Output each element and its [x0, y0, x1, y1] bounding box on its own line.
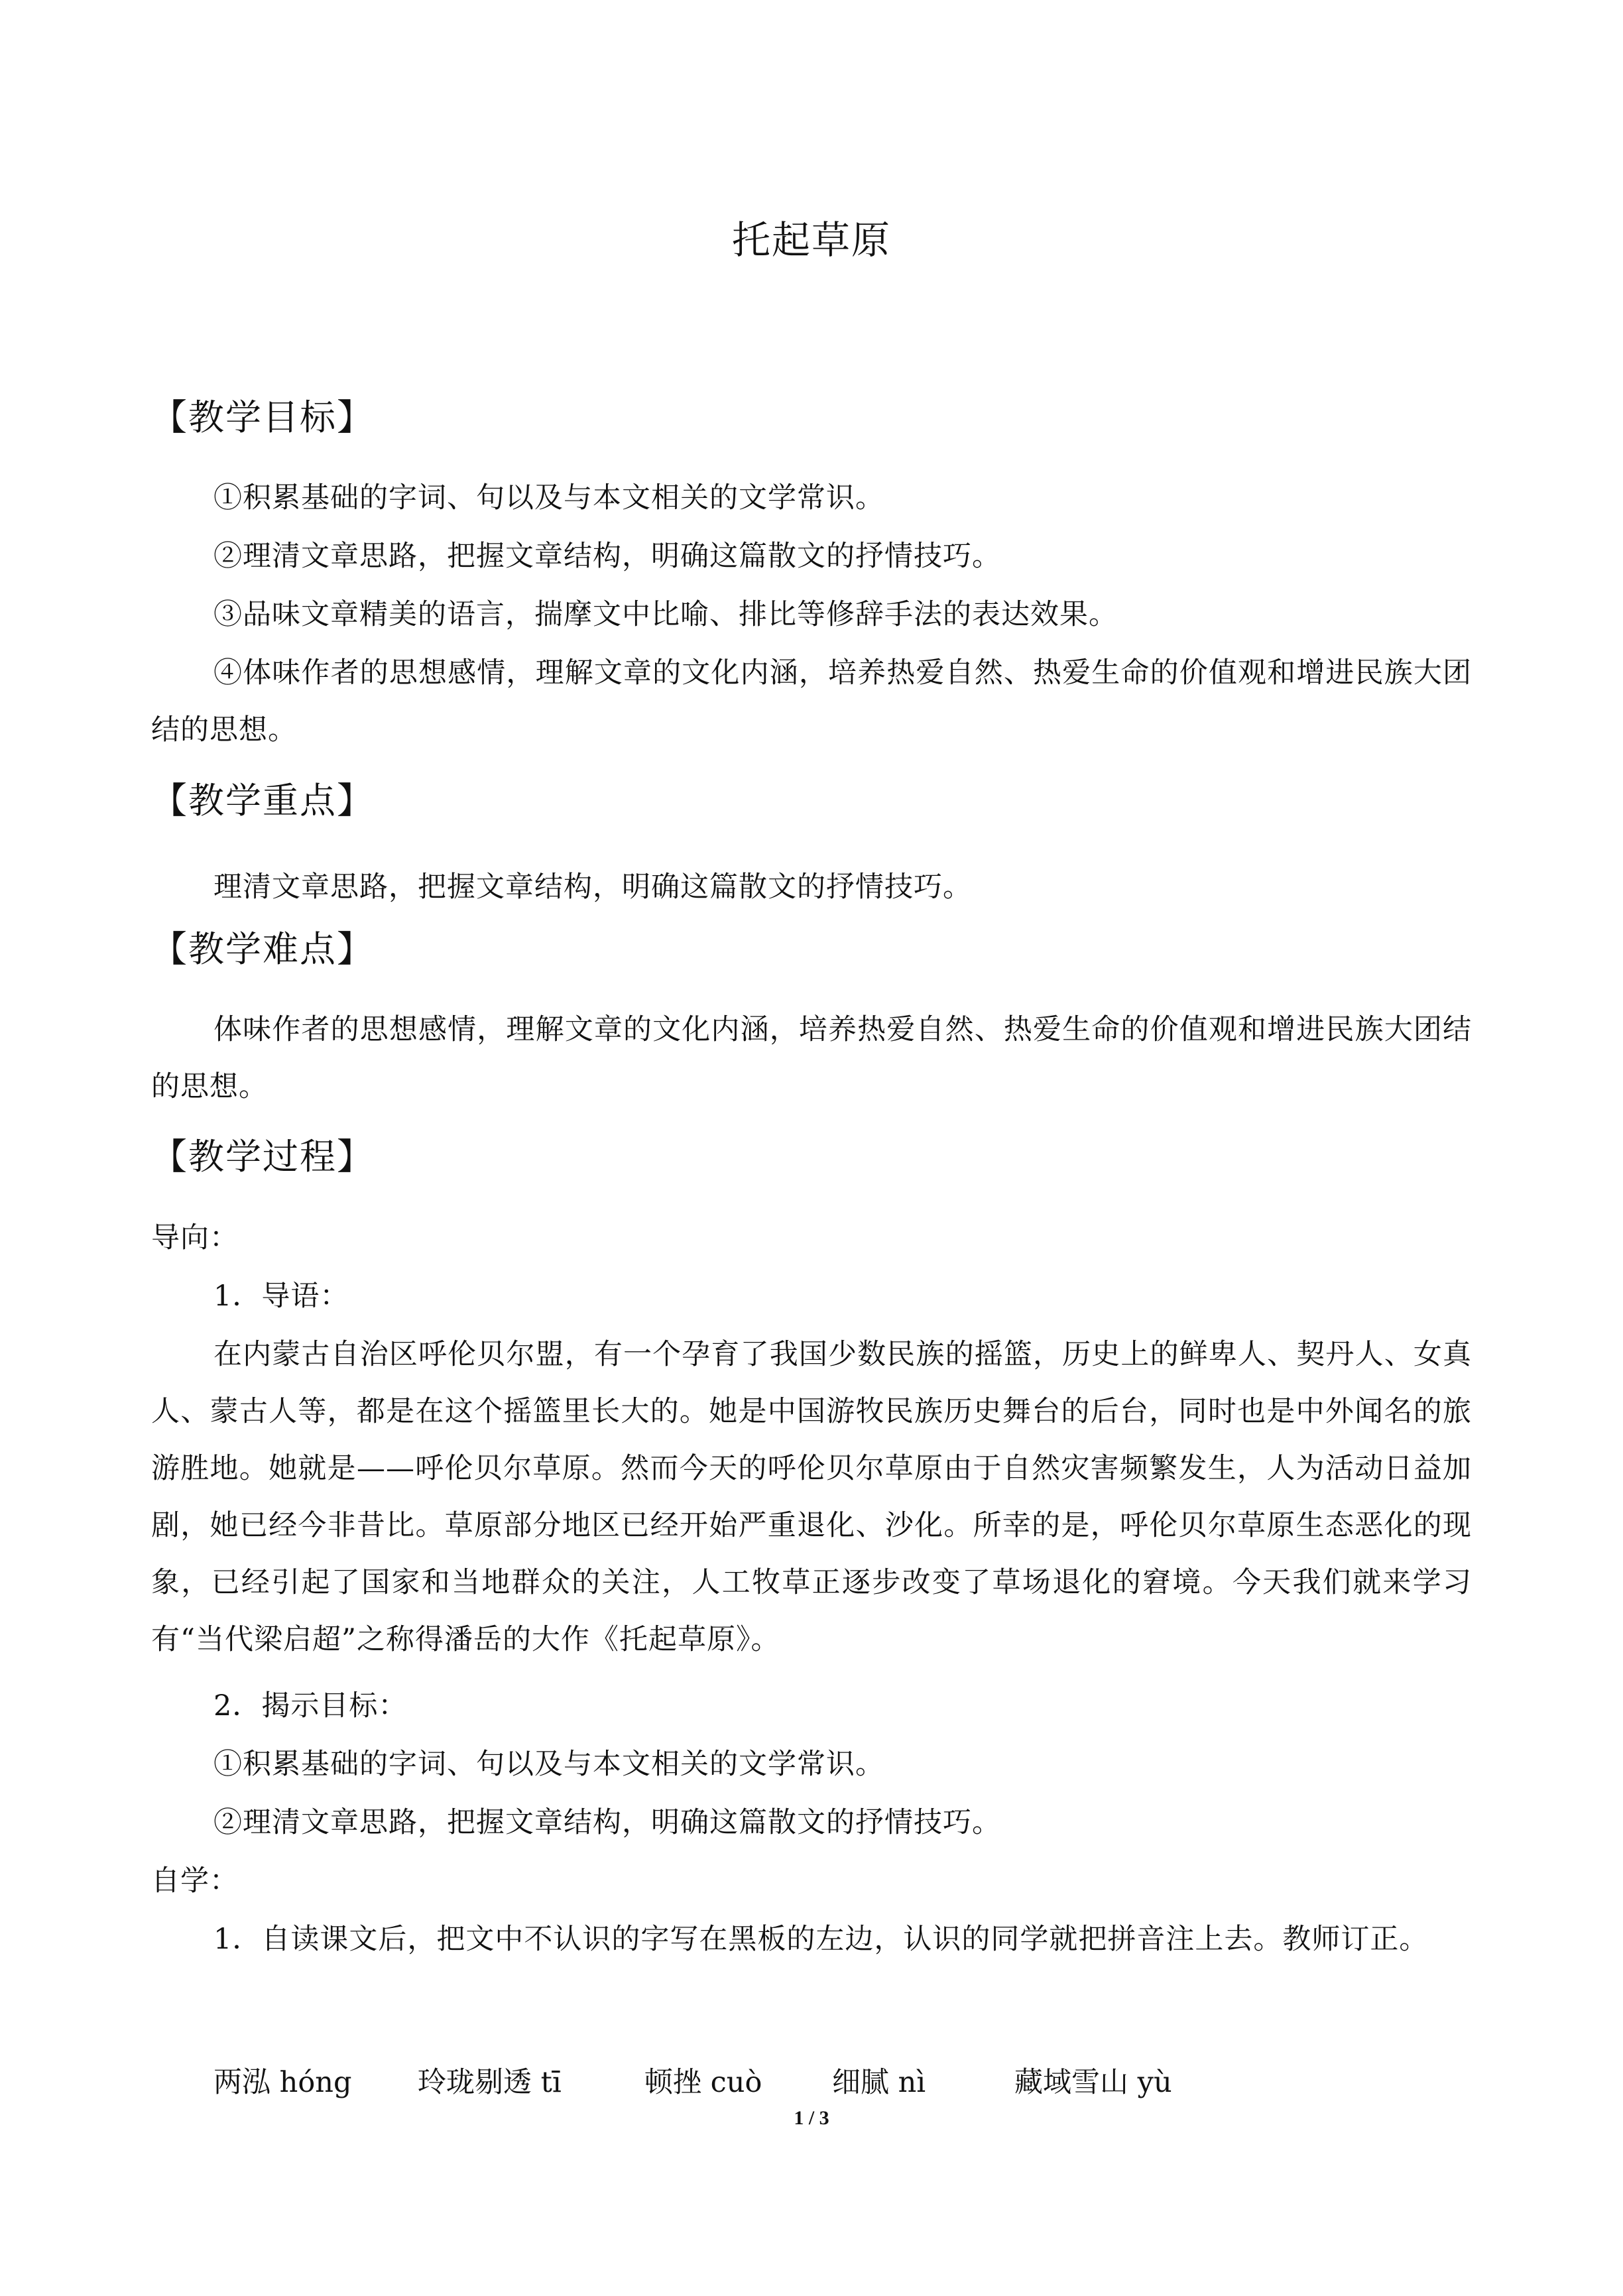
self-study-step1: 1．自读课文后，把文中不认识的字写在黑板的左边，认识的同学就把拼音注上去。教师订正。 [213, 1923, 1429, 1956]
heading-key-points: 【教学重点】 [151, 780, 374, 821]
heading-process: 【教学过程】 [151, 1136, 374, 1178]
self-study-label: 自学： [151, 1864, 239, 1898]
objective-item-3: ③品味文章精美的语言，揣摩文中比喻、排比等修辞手法的表达效果。 [213, 598, 1118, 631]
objective-item-2: ②理清文章思路，把握文章结构，明确这篇散文的抒情技巧。 [213, 540, 1001, 573]
vocab-item: 细腻 nì [832, 2066, 926, 2099]
vocab-item: 两泓 hóng [213, 2066, 352, 2099]
page-number: 1 / 3 [794, 2107, 829, 2129]
intro-label: 导向： [151, 1221, 239, 1254]
page-title: 托起草原 [731, 217, 891, 263]
objective-item-4: ④体味作者的思想感情，理解文章的文化内涵，培养热爱自然、热爱生命的价值观和增进民族大团结的思想。 [151, 656, 1472, 747]
step2-item-2: ②理清文章思路，把握文章结构，明确这篇散文的抒情技巧。 [213, 1806, 1001, 1839]
vocab-item: 藏域雪山 yù [1014, 2066, 1172, 2099]
key-points-text: 理清文章思路，把握文章结构，明确这篇散文的抒情技巧。 [213, 871, 972, 904]
step1-label: 1．导语： [213, 1280, 349, 1313]
vocab-item: 顿挫 cuò [644, 2066, 762, 2099]
step2-item-1: ①积累基础的字词、句以及与本文相关的文学常识。 [213, 1748, 884, 1781]
heading-objectives: 【教学目标】 [151, 396, 374, 438]
vocab-item: 玲珑剔透 tī [418, 2066, 562, 2099]
heading-difficulties: 【教学难点】 [151, 928, 374, 970]
step2-label: 2．揭示目标： [213, 1689, 408, 1722]
difficulties-text: 体味作者的思想感情，理解文章的文化内涵，培养热爱自然、热爱生命的价值观和增进民族大团结的思想。 [151, 1013, 1472, 1103]
objective-item-1: ①积累基础的字词、句以及与本文相关的文学常识。 [213, 481, 884, 514]
step1-text: 在内蒙古自治区呼伦贝尔盟，有一个孕育了我国少数民族的摇篮，历史上的鲜卑人、契丹人、女真人、蒙古人等，都是在这个摇篮里长大的。她是中国游牧民族历史舞台的后台，同时也是中外闻名的旅游胜地。她就是——呼伦贝尔草原。然而今天的呼伦贝尔草原由于自然灾害频繁发生，人为活动日益加剧，她已经今非昔比。草原部分地区已经开始严重退化、沙化。所幸的是，呼伦贝尔草原生态恶化的现象，已经引起了国家和当地群众的关注，人工牧草正逐步改变了草场退化的窘境。今天我们就来学习有“当代梁启超”之称得潘岳的大作《托起草原》。 [151, 1338, 1472, 1656]
